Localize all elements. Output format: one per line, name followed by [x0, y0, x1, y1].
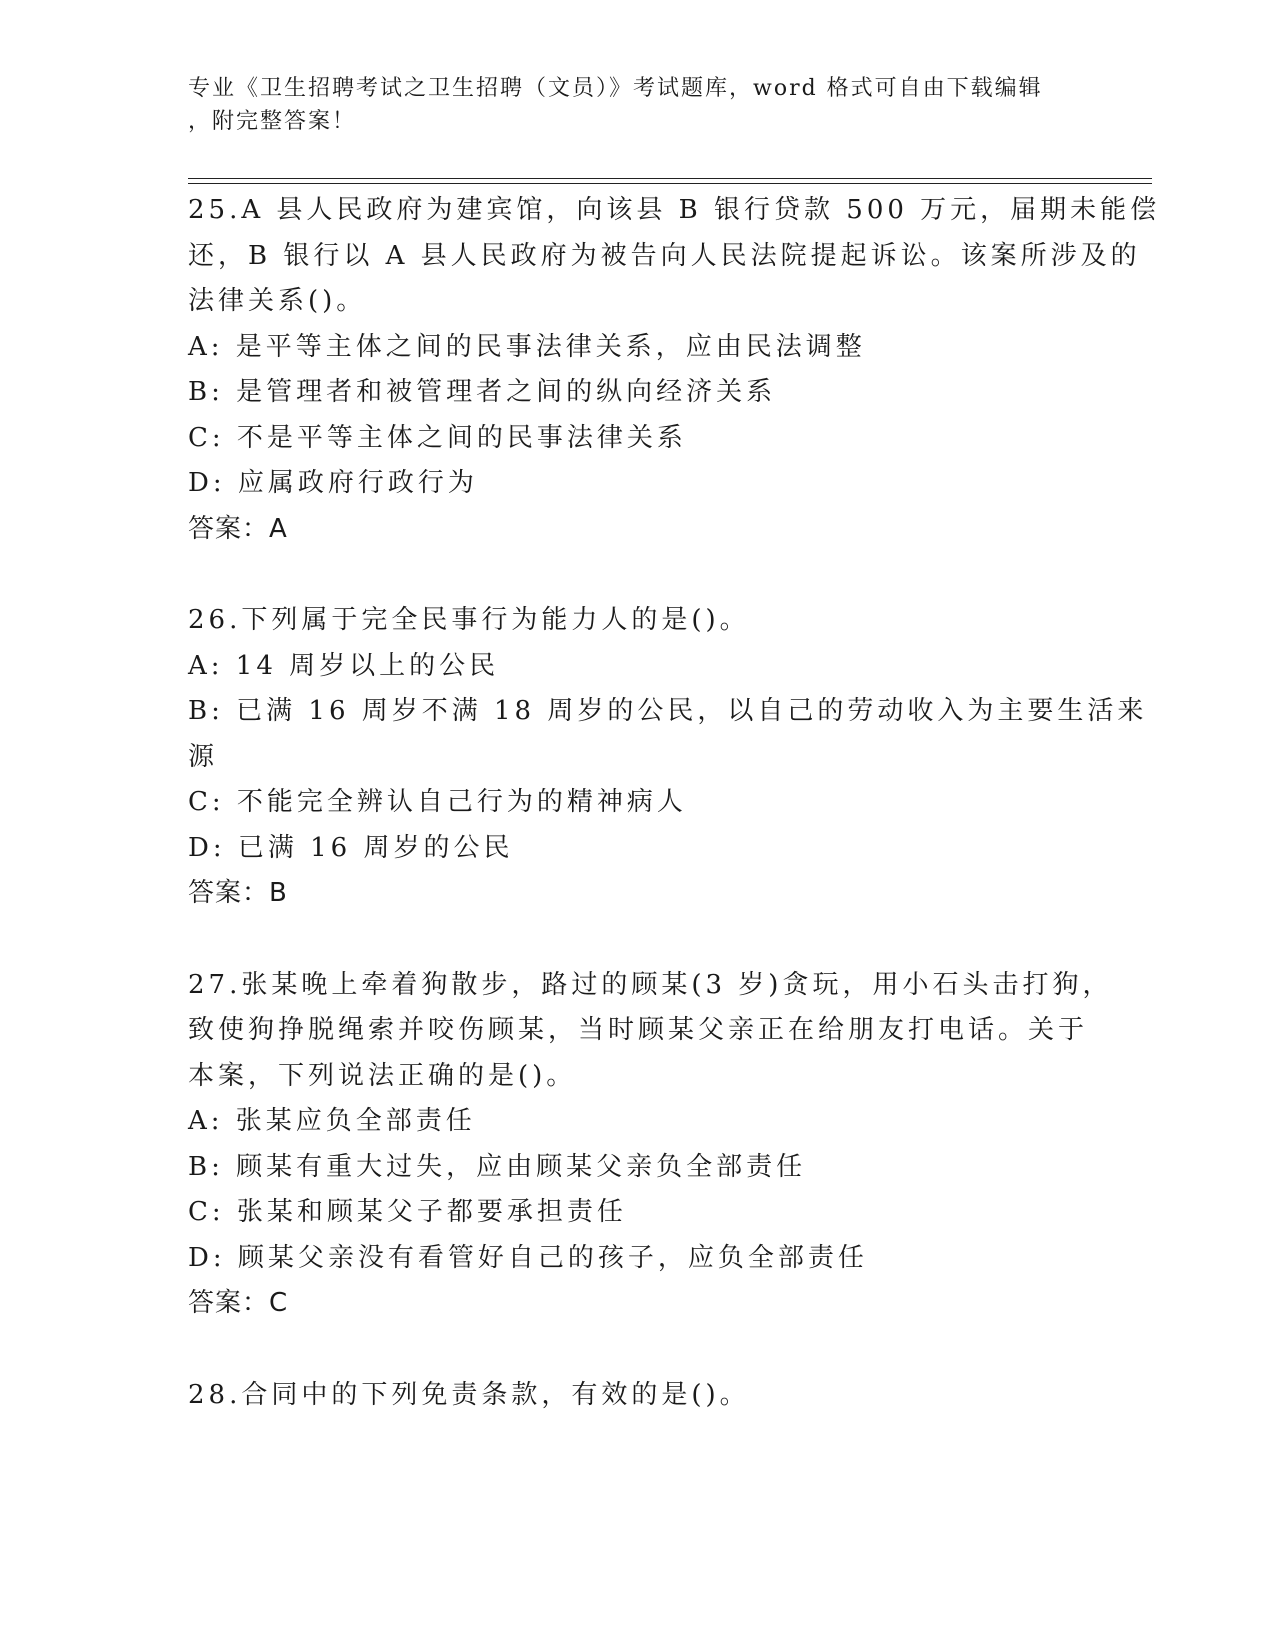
- question-spacer: [188, 552, 1088, 598]
- question-stem-line: 27.张某晚上牵着狗散步，路过的顾某(3 岁)贪玩，用小石头击打狗，: [188, 969, 1113, 1000]
- question-25: [188, 188, 1161, 552]
- option-d: D: 顾某父亲没有看管好自己的孩子，应负全部责任: [188, 1242, 868, 1273]
- header-divider-top: [188, 178, 1152, 179]
- header-line-2: ，附完整答案！: [188, 109, 357, 134]
- option-b: B: 已满 16 周岁不满 18 周岁的公民，以自己的劳动收入为主要生活来: [188, 696, 1148, 726]
- option-c: C: 张某和顾某父子都要承担责任: [188, 1197, 627, 1227]
- question-stem-line: 法律关系()。: [188, 286, 367, 316]
- header-divider-bottom: [188, 183, 1152, 184]
- question-26: [188, 598, 1148, 917]
- option-a: A: 14 周岁以上的公民: [188, 650, 500, 681]
- question-list: [188, 188, 1161, 1418]
- option-c: C: 不是平等主体之间的民事法律关系: [188, 422, 687, 453]
- question-stem-line: 25.A 县人民政府为建宾馆，向该县 B 银行贷款 500 万元，届期未能偿: [188, 195, 1161, 225]
- question-stem-line: 致使狗挣脱绳索并咬伤顾某，当时顾某父亲正在给朋友打电话。关于: [188, 1015, 1089, 1045]
- option-b: B: 顾某有重大过失，应由顾某父亲负全部责任: [188, 1151, 807, 1182]
- question-stem-line: 还，B 银行以 A 县人民政府为被告向人民法院提起诉讼。该案所涉及的: [188, 240, 1141, 271]
- question-spacer: [188, 917, 1088, 963]
- answer-line: 答案：C: [188, 1288, 289, 1318]
- question-stem-line: 26.下列属于完全民事行为能力人的是()。: [188, 605, 750, 635]
- option-b: 源: [188, 741, 219, 772]
- option-a: A: 是平等主体之间的民事法律关系，应由民法调整: [188, 331, 866, 362]
- option-d: D: 已满 16 周岁的公民: [188, 832, 514, 863]
- option-a: A: 张某应负全部责任: [188, 1106, 476, 1136]
- option-c: C: 不能完全辨认自己行为的精神病人: [188, 787, 687, 817]
- option-d: D: 应属政府行政行为: [188, 468, 478, 498]
- document-header: [188, 72, 1088, 138]
- question-stem-line: 28.合同中的下列免责条款，有效的是()。: [188, 1379, 750, 1410]
- question-28: [188, 1373, 1088, 1419]
- question-spacer: [188, 1327, 1088, 1373]
- header-line-1: 专业《卫生招聘考试之卫生招聘（文员）》考试题库，word 格式可自由下载编辑: [188, 76, 1043, 101]
- option-b: B: 是管理者和被管理者之间的纵向经济关系: [188, 377, 777, 407]
- question-27: [188, 963, 1113, 1327]
- question-stem-line: 本案，下列说法正确的是()。: [188, 1060, 577, 1091]
- answer-line: 答案：A: [188, 513, 288, 544]
- answer-line: 答案：B: [188, 878, 288, 908]
